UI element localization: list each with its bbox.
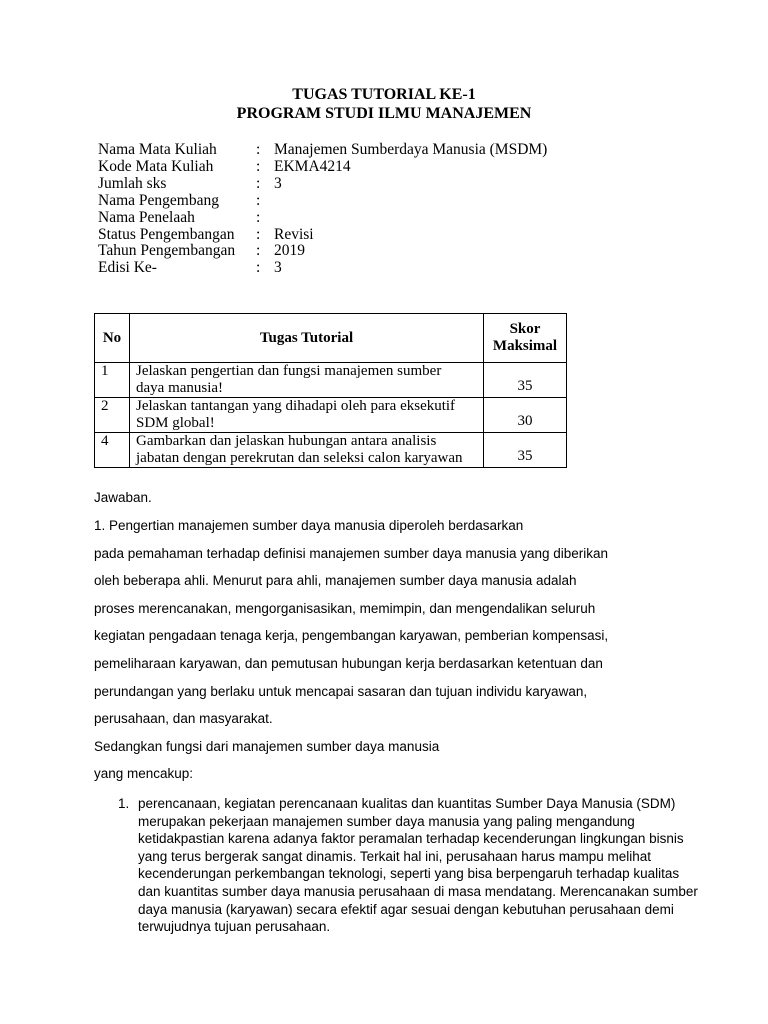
task-line: jabatan dengan perekrutan dan seleksi calon karyawan [136,450,463,466]
answer-line: perusahaan, dan masyarakat. [94,711,273,726]
meta-separator: : [256,175,261,192]
list-item-line: daya manusia (karyawan) secara efektif agar sesuai dengan kebutuhan perusahaan demi [138,901,674,917]
answer-line: Sedangkan fungsi dari manajemen sumber daya manusia [94,739,440,754]
meta-label: Status Pengembangan [98,226,235,243]
meta-separator: : [256,242,261,259]
list-item [138,795,738,936]
document-title: TUGAS TUTORIAL KE-1 [292,86,476,103]
meta-label: Nama Penelaah [98,209,195,226]
task-text [130,433,484,468]
answer-line: proses merencanakan, mengorganisasikan, memimpin, dan mengendalikan seluruh [94,601,596,616]
meta-value: 3 [274,259,282,276]
list-item-line: dan kuantitas sumber daya manusia perusahaan di masa mendatang. Merencanakan sumber [138,883,698,899]
meta-label: Nama Mata Kuliah [98,141,217,158]
task-line: Jelaskan tantangan yang dihadapi oleh para eksekutif [136,398,456,414]
list-item-line: yang terus bergerak sangat dinamis. Terkait hal ini, perusahaan harus mampu melihat [138,848,652,864]
meta-label: Edisi Ke- [98,259,157,276]
meta-separator: : [256,158,261,175]
score-header-line2: Maksimal [492,338,558,354]
max-score: 30 [484,398,567,433]
answer-line: yang mencakup: [94,766,194,781]
meta-label: Kode Mata Kuliah [98,158,214,175]
row-number: 1 [95,363,130,398]
meta-label: Jumlah sks [98,175,167,192]
list-item-line: perencanaan, kegiatan perencanaan kualitas dan kuantitas Sumber Daya Manusia (SDM) [138,796,676,811]
answer-line: 1. Pengertian manajemen sumber daya manusia diperoleh berdasarkan [94,518,524,533]
column-header-score [484,314,567,363]
document-subtitle: PROGRAM STUDI ILMU MANAJEMEN [236,105,532,122]
score-header-line1: Skor [509,321,541,337]
list-item-line: terwujudnya tujuan perusahaan. [138,919,331,935]
row-number: 4 [95,433,130,468]
meta-separator: : [256,259,261,276]
list-item-line: merupakan pekerjaan manajemen sumber daya manusia yang paling mengandung [138,813,635,829]
task-text [130,398,484,433]
task-text [130,363,484,398]
answer-line: oleh beberapa ahli. Menurut para ahli, manajemen sumber daya manusia adalah [94,573,577,588]
meta-value: 2019 [274,242,305,259]
meta-value: 3 [274,175,282,192]
table-row [95,398,567,433]
meta-label: Nama Pengembang [98,192,219,209]
meta-separator: : [256,141,261,158]
max-score: 35 [484,433,567,468]
max-score: 35 [484,363,567,398]
task-line: SDM global! [136,415,215,431]
answer-line: pemeliharaan karyawan, dan pemutusan hubungan kerja berdasarkan ketentuan dan [94,656,603,671]
list-item-line: ketidakpastian karena adanya faktor peramalan terhadap kecenderungan lingkungan bisnis [138,831,684,847]
meta-value: EKMA4214 [274,158,351,175]
list-number: 1. [118,796,130,811]
column-header-no: No [95,314,130,363]
task-line: Gambarkan dan jelaskan hubungan antara analisis [136,433,437,449]
table-row [95,363,567,398]
answer-line: kegiatan pengadaan tenaga kerja, pengembangan karyawan, pemberian kompensasi, [94,628,609,643]
task-line: daya manusia! [136,380,224,396]
table-header-row [95,314,567,363]
answer-line: perundangan yang berlaku untuk mencapai sasaran dan tujuan individu karyawan, [94,684,588,699]
meta-separator: : [256,209,261,226]
meta-value: Manajemen Sumberdaya Manusia (MSDM) [274,141,548,158]
answer-heading: Jawaban. [94,490,152,505]
table-row [95,433,567,468]
meta-value: Revisi [274,226,314,243]
row-number: 2 [95,398,130,433]
list-item-line: kecenderungan perkembangan teknologi, seperti yang bisa berpengaruh terhadap kualitas [138,866,680,882]
task-table [94,313,567,468]
task-line: Jelaskan pengertian dan fungsi manajemen sumber [136,363,442,379]
meta-label: Tahun Pengembangan [98,242,236,259]
column-header-task: Tugas Tutorial [130,314,484,363]
meta-separator: : [256,226,261,243]
meta-separator: : [256,192,261,209]
answer-line: pada pemahaman terhadap definisi manajemen sumber daya manusia yang diberikan [94,546,609,561]
